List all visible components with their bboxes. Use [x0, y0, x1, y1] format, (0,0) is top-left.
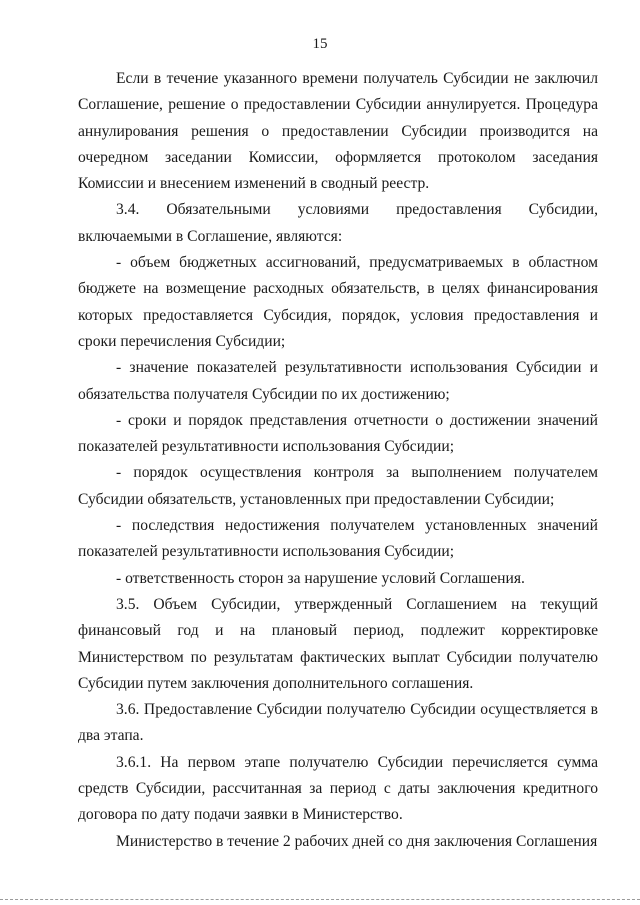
- paragraph-3-6: 3.6. Предоставление Субсидии получателю Субсидии осуществляется в два этапа.: [78, 701, 598, 745]
- list-item-budget-allocations: - объем бюджетных ассигнований, предусматриваемых в областном бюджете на возмещение расходных обязательств, в целях финансирования которых предоставляется Субсидия, порядок, условия предоставления и сроки перечисления Субсидии;: [78, 254, 598, 350]
- paragraph-3-4-heading: 3.4. Обязательными условиями предоставления Субсидии, включаемыми в Соглашение, являются:: [78, 201, 598, 245]
- page-number: 15: [312, 36, 328, 52]
- paragraph-3-6-1: 3.6.1. На первом этапе получателю Субсидии перечисляется сумма средств Субсидии, рассчитанная за период с даты заключения кредитного договора по дату подачи заявки в Министерство.: [78, 753, 598, 824]
- list-item-reporting: - сроки и порядок представления отчетности о достижении значений показателей результативности использования Субсидии;: [78, 411, 598, 456]
- document-body: [78, 66, 598, 855]
- list-item-non-achievement: - последствия недостижения получателем установленных значений показателей результативности использования Субсидии;: [78, 517, 598, 561]
- paragraph-contract-annulment: Если в течение указанного времени получатель Субсидии не заключил Соглашение, решение о предоставлении Субсидии аннулируется. Процедура аннулирования решения о предоставлении Субсидии производится на очередном заседании Комиссии, оформляется протоколом заседания Комиссии и внесением изменений в сводный реестр.: [78, 70, 598, 193]
- paragraph-3-5: 3.5. Объем Субсидии, утвержденный Соглашением на текущий финансовый год и на плановый период, подлежит корректировке Министерством по результатам фактических выплат Субсидии получателю Субсидии путем заключения дополнительного соглашения.: [78, 595, 598, 692]
- list-item-responsibility: - ответственность сторон за нарушение условий Соглашения.: [116, 569, 525, 587]
- list-item-performance-indicators: - значение показателей результативности использования Субсидии и обязательства получателя Субсидии по их достижению;: [78, 359, 598, 403]
- paragraph-ministry-deadline: Министерство в течение 2 рабочих дней со дня заключения Соглашения: [116, 832, 598, 850]
- list-item-control: - порядок осуществления контроля за выполнением получателем Субсидии обязательств, установленных при предоставлении Субсидии;: [78, 464, 598, 508]
- scan-edge-divider: [0, 899, 640, 905]
